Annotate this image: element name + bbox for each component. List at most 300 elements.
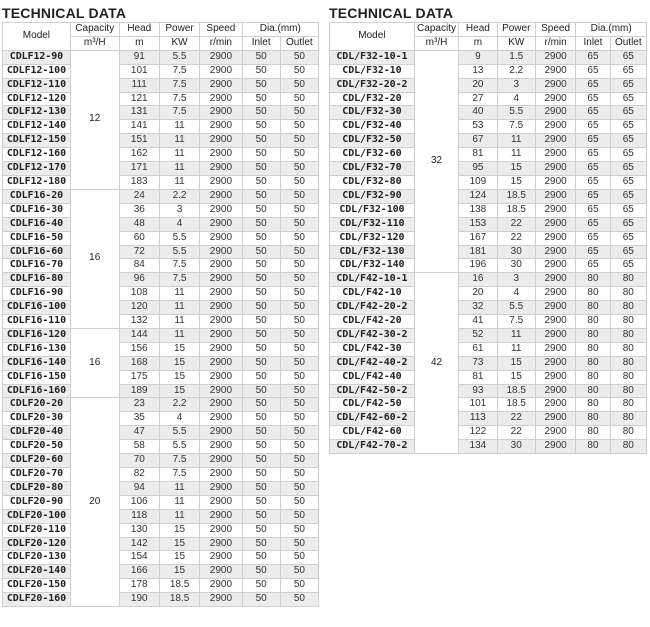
- speed-cell: 2900: [200, 356, 242, 370]
- power-cell: 5.5: [159, 50, 199, 64]
- outlet-header: Outlet: [610, 36, 646, 50]
- model-cell: CDL/F42-60-2: [330, 412, 415, 426]
- speed-cell: 2900: [200, 481, 242, 495]
- outlet-cell: 50: [280, 175, 318, 189]
- inlet-cell: 80: [576, 384, 610, 398]
- power-cell: 7.5: [497, 315, 535, 329]
- table-row: [330, 64, 647, 78]
- table-row: [330, 189, 647, 203]
- power-cell: 11: [159, 148, 199, 162]
- model-cell: CDL/F42-50-2: [330, 384, 415, 398]
- head-cell: 67: [459, 134, 497, 148]
- model-cell: CDLF20-130: [3, 551, 71, 565]
- inlet-cell: 65: [576, 245, 610, 259]
- table-row: [3, 78, 319, 92]
- table-row: [3, 495, 319, 509]
- inlet-cell: 50: [242, 565, 280, 579]
- model-cell: CDL/F32-120: [330, 231, 415, 245]
- capacity-cell: 12: [70, 50, 119, 189]
- outlet-cell: 80: [610, 440, 646, 454]
- table-row: [330, 342, 647, 356]
- head-cell: 144: [119, 328, 159, 342]
- speed-cell: 2900: [535, 148, 575, 162]
- table-row: [330, 301, 647, 315]
- speed-cell: 2900: [535, 342, 575, 356]
- head-cell: 40: [459, 106, 497, 120]
- model-cell: CDL/F32-100: [330, 203, 415, 217]
- head-cell: 190: [119, 593, 159, 607]
- speed-cell: 2900: [200, 287, 242, 301]
- right-technical-table: [329, 22, 647, 454]
- speed-cell: 2900: [535, 120, 575, 134]
- outlet-cell: 50: [280, 64, 318, 78]
- model-cell: CDLF20-60: [3, 454, 71, 468]
- outlet-cell: 65: [610, 106, 646, 120]
- power-cell: 11: [497, 134, 535, 148]
- inlet-cell: 65: [576, 175, 610, 189]
- speed-cell: 2900: [200, 412, 242, 426]
- head-cell: 122: [459, 426, 497, 440]
- outlet-cell: 50: [280, 565, 318, 579]
- table-row: [330, 78, 647, 92]
- inlet-cell: 50: [242, 551, 280, 565]
- head-cell: 101: [119, 64, 159, 78]
- head-cell: 153: [459, 217, 497, 231]
- outlet-cell: 65: [610, 217, 646, 231]
- power-cell: 4: [159, 412, 199, 426]
- inlet-cell: 50: [242, 273, 280, 287]
- power-cell: 3: [497, 273, 535, 287]
- speed-unit: r/min: [200, 36, 242, 50]
- speed-cell: 2900: [535, 440, 575, 454]
- model-cell: CDL/F42-10-1: [330, 273, 415, 287]
- inlet-cell: 50: [242, 175, 280, 189]
- head-cell: 81: [459, 148, 497, 162]
- speed-cell: 2900: [535, 273, 575, 287]
- inlet-cell: 50: [242, 50, 280, 64]
- power-cell: 11: [159, 120, 199, 134]
- power-cell: 5.5: [159, 426, 199, 440]
- inlet-cell: 50: [242, 384, 280, 398]
- speed-cell: 2900: [200, 134, 242, 148]
- inlet-cell: 80: [576, 426, 610, 440]
- power-cell: 22: [497, 217, 535, 231]
- power-cell: 2.2: [497, 64, 535, 78]
- table-row: [3, 301, 319, 315]
- head-cell: 73: [459, 356, 497, 370]
- model-cell: CDLF20-100: [3, 509, 71, 523]
- speed-cell: 2900: [200, 523, 242, 537]
- power-cell: 11: [159, 481, 199, 495]
- power-cell: 30: [497, 440, 535, 454]
- model-cell: CDLF12-130: [3, 106, 71, 120]
- head-cell: 93: [459, 384, 497, 398]
- outlet-cell: 80: [610, 412, 646, 426]
- head-cell: 132: [119, 315, 159, 329]
- capacity-cell: 42: [414, 273, 458, 454]
- outlet-cell: 65: [610, 245, 646, 259]
- head-cell: 124: [459, 189, 497, 203]
- model-cell: CDLF12-140: [3, 120, 71, 134]
- head-unit: m: [459, 36, 497, 50]
- head-cell: 183: [119, 175, 159, 189]
- outlet-cell: 50: [280, 259, 318, 273]
- table-row: [3, 175, 319, 189]
- outlet-cell: 65: [610, 203, 646, 217]
- table-row: [3, 134, 319, 148]
- model-cell: CDLF20-80: [3, 481, 71, 495]
- power-cell: 18.5: [497, 189, 535, 203]
- power-cell: 11: [497, 328, 535, 342]
- model-cell: CDLF20-50: [3, 440, 71, 454]
- speed-cell: 2900: [200, 217, 242, 231]
- inlet-cell: 80: [576, 342, 610, 356]
- table-row: [330, 92, 647, 106]
- outlet-cell: 80: [610, 273, 646, 287]
- table-row: [3, 189, 319, 203]
- table-row: [3, 579, 319, 593]
- model-cell: CDLF16-150: [3, 370, 71, 384]
- model-cell: CDL/F42-20: [330, 315, 415, 329]
- power-cell: 3: [497, 78, 535, 92]
- inlet-cell: 50: [242, 481, 280, 495]
- inlet-cell: 80: [576, 370, 610, 384]
- model-cell: CDLF16-50: [3, 231, 71, 245]
- outlet-cell: 50: [280, 468, 318, 482]
- capacity-cell: 20: [70, 398, 119, 607]
- power-cell: 7.5: [159, 454, 199, 468]
- model-cell: CDLF12-120: [3, 92, 71, 106]
- power-cell: 7.5: [159, 92, 199, 106]
- head-cell: 82: [119, 468, 159, 482]
- table-row: [330, 328, 647, 342]
- head-cell: 181: [459, 245, 497, 259]
- power-cell: 30: [497, 245, 535, 259]
- model-cell: CDL/F32-20-2: [330, 78, 415, 92]
- speed-header: Speed: [535, 23, 575, 37]
- power-cell: 18.5: [159, 579, 199, 593]
- inlet-cell: 65: [576, 50, 610, 64]
- speed-cell: 2900: [200, 92, 242, 106]
- power-cell: 15: [159, 370, 199, 384]
- outlet-cell: 50: [280, 523, 318, 537]
- speed-cell: 2900: [200, 551, 242, 565]
- model-cell: CDLF12-170: [3, 162, 71, 176]
- power-cell: 7.5: [159, 106, 199, 120]
- inlet-cell: 50: [242, 370, 280, 384]
- outlet-cell: 65: [610, 162, 646, 176]
- inlet-cell: 80: [576, 328, 610, 342]
- power-cell: 15: [497, 370, 535, 384]
- head-cell: 58: [119, 440, 159, 454]
- head-cell: 108: [119, 287, 159, 301]
- power-cell: 18.5: [159, 593, 199, 607]
- head-cell: 151: [119, 134, 159, 148]
- speed-cell: 2900: [200, 509, 242, 523]
- table-row: [3, 426, 319, 440]
- table-row: [3, 523, 319, 537]
- outlet-cell: 50: [280, 370, 318, 384]
- speed-cell: 2900: [200, 537, 242, 551]
- inlet-cell: 50: [242, 398, 280, 412]
- table-row: [330, 370, 647, 384]
- power-cell: 5.5: [497, 106, 535, 120]
- power-cell: 22: [497, 412, 535, 426]
- outlet-cell: 65: [610, 64, 646, 78]
- model-cell: CDL/F42-10: [330, 287, 415, 301]
- speed-cell: 2900: [535, 259, 575, 273]
- speed-cell: 2900: [200, 315, 242, 329]
- power-unit: KW: [159, 36, 199, 50]
- head-unit: m: [119, 36, 159, 50]
- head-cell: 131: [119, 106, 159, 120]
- head-cell: 16: [459, 273, 497, 287]
- table-row: [3, 565, 319, 579]
- table-row: [3, 231, 319, 245]
- outlet-cell: 50: [280, 315, 318, 329]
- speed-cell: 2900: [535, 162, 575, 176]
- head-cell: 20: [459, 287, 497, 301]
- model-cell: CDL/F32-70: [330, 162, 415, 176]
- power-cell: 2.2: [159, 189, 199, 203]
- head-cell: 95: [459, 162, 497, 176]
- model-cell: CDLF20-140: [3, 565, 71, 579]
- power-cell: 7.5: [159, 273, 199, 287]
- head-header: Head: [119, 23, 159, 37]
- inlet-cell: 50: [242, 245, 280, 259]
- model-cell: CDL/F32-40: [330, 120, 415, 134]
- outlet-cell: 50: [280, 579, 318, 593]
- model-cell: CDLF20-90: [3, 495, 71, 509]
- model-cell: CDL/F32-80: [330, 175, 415, 189]
- table-row: [3, 412, 319, 426]
- power-cell: 11: [159, 328, 199, 342]
- model-cell: CDL/F32-60: [330, 148, 415, 162]
- inlet-cell: 50: [242, 523, 280, 537]
- outlet-cell: 50: [280, 356, 318, 370]
- speed-cell: 2900: [200, 162, 242, 176]
- speed-cell: 2900: [200, 328, 242, 342]
- power-cell: 2.2: [159, 398, 199, 412]
- head-cell: 162: [119, 148, 159, 162]
- table-row: [3, 259, 319, 273]
- speed-cell: 2900: [200, 440, 242, 454]
- inlet-cell: 50: [242, 148, 280, 162]
- speed-cell: 2900: [200, 231, 242, 245]
- inlet-cell: 80: [576, 315, 610, 329]
- inlet-cell: 65: [576, 92, 610, 106]
- speed-cell: 2900: [535, 217, 575, 231]
- dia-header: Dia.(mm): [576, 23, 647, 37]
- outlet-cell: 50: [280, 273, 318, 287]
- outlet-cell: 65: [610, 175, 646, 189]
- table-row: [3, 440, 319, 454]
- power-cell: 15: [159, 537, 199, 551]
- model-cell: CDL/F32-130: [330, 245, 415, 259]
- outlet-cell: 80: [610, 328, 646, 342]
- model-cell: CDL/F32-110: [330, 217, 415, 231]
- inlet-cell: 50: [242, 579, 280, 593]
- speed-cell: 2900: [200, 301, 242, 315]
- power-cell: 15: [159, 551, 199, 565]
- power-cell: 5.5: [159, 231, 199, 245]
- power-cell: 7.5: [159, 259, 199, 273]
- inlet-cell: 50: [242, 301, 280, 315]
- model-cell: CDLF12-110: [3, 78, 71, 92]
- outlet-cell: 65: [610, 231, 646, 245]
- speed-cell: 2900: [535, 328, 575, 342]
- capacity-unit: m³/H: [414, 36, 458, 50]
- outlet-cell: 65: [610, 78, 646, 92]
- speed-cell: 2900: [535, 301, 575, 315]
- table-row: [330, 440, 647, 454]
- model-cell: CDL/F42-70-2: [330, 440, 415, 454]
- table-row: [3, 217, 319, 231]
- speed-cell: 2900: [200, 565, 242, 579]
- speed-cell: 2900: [200, 189, 242, 203]
- dia-header: Dia.(mm): [242, 23, 318, 37]
- table-row: [3, 342, 319, 356]
- capacity-unit: m³/H: [70, 36, 119, 50]
- outlet-cell: 80: [610, 287, 646, 301]
- head-cell: 72: [119, 245, 159, 259]
- power-cell: 15: [159, 384, 199, 398]
- table-row: [330, 162, 647, 176]
- outlet-cell: 65: [610, 148, 646, 162]
- model-cell: CDLF16-110: [3, 315, 71, 329]
- model-cell: CDLF20-30: [3, 412, 71, 426]
- head-cell: 154: [119, 551, 159, 565]
- table-row: [3, 92, 319, 106]
- left-panel-title: TECHNICAL DATA: [2, 5, 127, 21]
- inlet-cell: 65: [576, 231, 610, 245]
- head-cell: 142: [119, 537, 159, 551]
- model-cell: CDL/F32-90: [330, 189, 415, 203]
- speed-cell: 2900: [200, 370, 242, 384]
- power-cell: 4: [497, 287, 535, 301]
- outlet-cell: 50: [280, 551, 318, 565]
- head-cell: 91: [119, 50, 159, 64]
- outlet-cell: 50: [280, 148, 318, 162]
- head-cell: 41: [459, 315, 497, 329]
- inlet-cell: 65: [576, 64, 610, 78]
- inlet-cell: 80: [576, 412, 610, 426]
- table-row: [3, 398, 319, 412]
- outlet-cell: 50: [280, 301, 318, 315]
- speed-header: Speed: [200, 23, 242, 37]
- model-cell: CDL/F42-50: [330, 398, 415, 412]
- power-cell: 11: [159, 175, 199, 189]
- speed-cell: 2900: [200, 64, 242, 78]
- head-cell: 13: [459, 64, 497, 78]
- head-cell: 32: [459, 301, 497, 315]
- head-cell: 168: [119, 356, 159, 370]
- inlet-cell: 50: [242, 495, 280, 509]
- outlet-cell: 80: [610, 426, 646, 440]
- power-header: Power: [159, 23, 199, 37]
- head-cell: 23: [119, 398, 159, 412]
- table-row: [330, 175, 647, 189]
- inlet-cell: 50: [242, 217, 280, 231]
- speed-cell: 2900: [535, 231, 575, 245]
- model-cell: CDL/F32-30: [330, 106, 415, 120]
- inlet-cell: 80: [576, 287, 610, 301]
- speed-unit: r/min: [535, 36, 575, 50]
- speed-cell: 2900: [200, 245, 242, 259]
- power-unit: KW: [497, 36, 535, 50]
- speed-cell: 2900: [200, 593, 242, 607]
- model-cell: CDL/F42-40-2: [330, 356, 415, 370]
- table-row: [330, 384, 647, 398]
- table-row: [3, 384, 319, 398]
- speed-cell: 2900: [535, 92, 575, 106]
- head-cell: 81: [459, 370, 497, 384]
- table-row: [3, 120, 319, 134]
- outlet-cell: 50: [280, 342, 318, 356]
- model-cell: CDLF16-100: [3, 301, 71, 315]
- inlet-cell: 50: [242, 356, 280, 370]
- table-row: [330, 356, 647, 370]
- power-cell: 18.5: [497, 384, 535, 398]
- table-row: [3, 468, 319, 482]
- capacity-cell: 32: [414, 50, 458, 273]
- outlet-cell: 65: [610, 259, 646, 273]
- inlet-cell: 80: [576, 440, 610, 454]
- table-row: [330, 273, 647, 287]
- power-cell: 11: [159, 134, 199, 148]
- inlet-cell: 50: [242, 259, 280, 273]
- power-cell: 11: [497, 342, 535, 356]
- head-cell: 156: [119, 342, 159, 356]
- inlet-cell: 50: [242, 342, 280, 356]
- power-cell: 4: [159, 217, 199, 231]
- speed-cell: 2900: [200, 495, 242, 509]
- inlet-cell: 50: [242, 315, 280, 329]
- speed-cell: 2900: [535, 189, 575, 203]
- head-cell: 94: [119, 481, 159, 495]
- table-row: [3, 162, 319, 176]
- outlet-cell: 80: [610, 301, 646, 315]
- head-cell: 121: [119, 92, 159, 106]
- model-cell: CDL/F32-140: [330, 259, 415, 273]
- speed-cell: 2900: [200, 50, 242, 64]
- power-cell: 7.5: [159, 468, 199, 482]
- inlet-cell: 50: [242, 440, 280, 454]
- speed-cell: 2900: [200, 426, 242, 440]
- power-cell: 5.5: [159, 245, 199, 259]
- speed-cell: 2900: [200, 120, 242, 134]
- table-row: [3, 273, 319, 287]
- model-cell: CDL/F32-50: [330, 134, 415, 148]
- head-cell: 36: [119, 203, 159, 217]
- head-cell: 27: [459, 92, 497, 106]
- outlet-cell: 50: [280, 287, 318, 301]
- head-cell: 47: [119, 426, 159, 440]
- power-cell: 11: [159, 315, 199, 329]
- head-cell: 70: [119, 454, 159, 468]
- table-row: [330, 50, 647, 64]
- right-panel-title: TECHNICAL DATA: [329, 5, 454, 21]
- head-cell: 35: [119, 412, 159, 426]
- left-technical-data-panel: [2, 4, 319, 607]
- inlet-cell: 80: [576, 356, 610, 370]
- head-cell: 138: [459, 203, 497, 217]
- table-row: [330, 203, 647, 217]
- outlet-cell: 50: [280, 231, 318, 245]
- model-cell: CDL/F42-20-2: [330, 301, 415, 315]
- speed-cell: 2900: [200, 148, 242, 162]
- head-cell: 101: [459, 398, 497, 412]
